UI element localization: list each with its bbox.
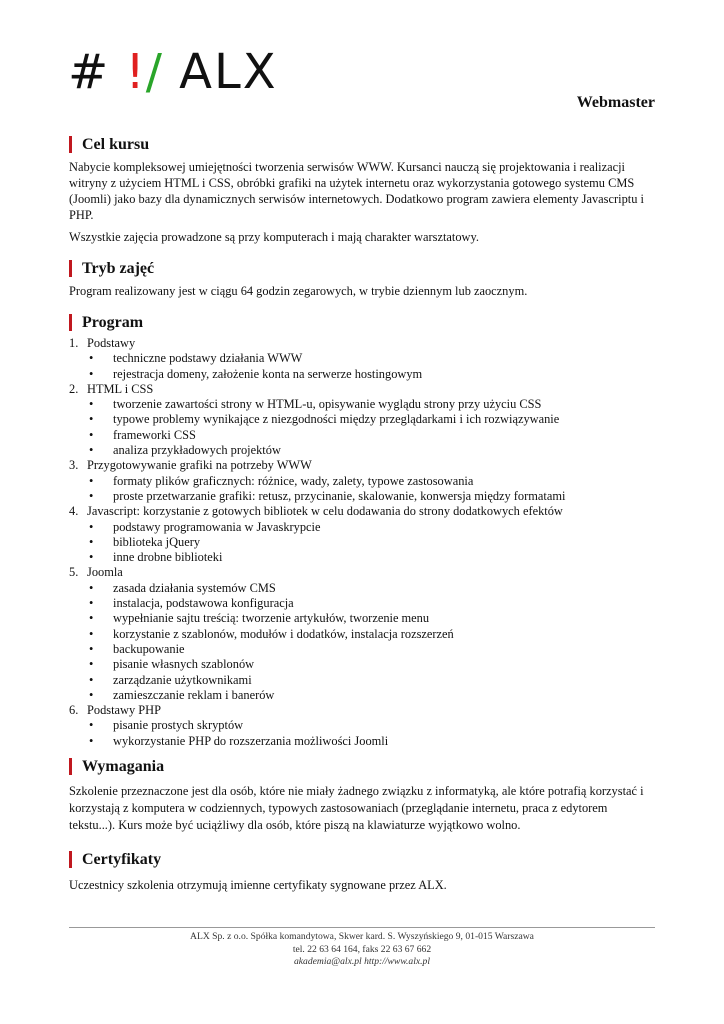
bullet-icon: • — [89, 473, 94, 488]
section-tryb-zajec — [69, 260, 655, 299]
program-subitem — [69, 734, 655, 749]
program-subitem-text: backupowanie — [113, 641, 185, 656]
program-item — [69, 336, 655, 382]
bullet-icon: • — [89, 534, 94, 549]
program-item-title: Podstawy — [87, 336, 136, 350]
section-cel-kursu — [69, 136, 655, 245]
bullet-icon: • — [89, 657, 94, 672]
program-subitem — [69, 428, 655, 443]
program-subitem-text: biblioteka jQuery — [113, 534, 201, 549]
program-item-title: Podstawy PHP — [87, 703, 162, 718]
footer-contact: akademia@alx.pl http://www.alx.pl — [293, 956, 431, 967]
section-wymagania — [69, 758, 655, 834]
program-subitem — [69, 443, 655, 458]
section-program — [69, 314, 655, 749]
bullet-icon: • — [89, 580, 94, 595]
bullet-icon: • — [89, 733, 94, 748]
program-sublist — [69, 351, 655, 382]
program-subitem — [69, 611, 655, 626]
bullet-icon: • — [89, 641, 94, 656]
footer — [69, 927, 655, 969]
alx-logo — [68, 46, 278, 98]
program-subitem — [69, 397, 655, 412]
paragraph: Nabycie kompleksowej umiejętności tworzenia serwisów WWW. Kursanci nauczą się projektowania i realizacji witryny z użyciem HTML i CSS, obróbki grafiki na użytek internetu oraz wykorzystania gotowego systemu CMS (Joomli) jako bazy dla dynamicznych serwisów internetowych. Dodatkowo program zawiera elementy Javascriptu i PHP. — [69, 160, 644, 222]
program-subitem-text: wykorzystanie PHP do rozszerzania możliwości Joomli — [113, 733, 389, 748]
program-sublist — [69, 581, 655, 703]
program-subitem — [69, 673, 655, 688]
program-sublist — [69, 397, 655, 458]
program-subitem — [69, 596, 655, 611]
bullet-icon: • — [89, 596, 94, 611]
paragraph: Wszystkie zajęcia prowadzone są przy komputerach i mają charakter warsztatowy. — [69, 230, 479, 244]
program-subitem-text: zamieszczanie reklam i banerów — [113, 687, 275, 702]
program-item — [69, 703, 655, 749]
bullet-icon: • — [89, 687, 94, 702]
bullet-icon: • — [89, 550, 94, 565]
program-item — [69, 458, 655, 504]
logo-name: ALX — [179, 44, 278, 100]
bullet-icon: • — [89, 611, 94, 626]
program-subitem — [69, 489, 655, 504]
program-subitem-text: pisanie własnych szablonów — [113, 657, 255, 672]
program-subitem-text: inne drobne biblioteki — [113, 550, 223, 565]
program-sublist — [69, 520, 655, 566]
program-subitem — [69, 535, 655, 550]
program-subitem-text: instalacja, podstawowa konfiguracja — [113, 596, 294, 611]
program-sublist — [69, 474, 655, 505]
program-subitem — [69, 581, 655, 596]
program-subitem — [69, 657, 655, 672]
program-subitem — [69, 474, 655, 489]
program-subitem-text: tworzenie zawartości strony w HTML-u, opisywanie wyglądu strony przy użyciu CSS — [113, 397, 542, 412]
bullet-icon: • — [89, 397, 94, 412]
program-subitem — [69, 550, 655, 565]
program-item-number: 1. — [69, 336, 79, 350]
logo-slash: / — [145, 44, 163, 100]
program-subitem — [69, 688, 655, 703]
program-subitem-text: zasada działania systemów CMS — [113, 580, 276, 595]
program-subitem — [69, 520, 655, 535]
program-item-number: 4. — [69, 504, 79, 519]
program-subitem-text: typowe problemy wynikające z niezgodności między przeglądarkami i ich rozwiązywanie — [113, 412, 560, 427]
bullet-icon: • — [89, 366, 94, 381]
program-item-title: Przygotowywanie grafiki na potrzeby WWW — [87, 458, 312, 473]
program-item-number: 3. — [69, 458, 79, 473]
program-subitem — [69, 351, 655, 366]
paragraph: Uczestnicy szkolenia otrzymują imienne certyfikaty sygnowane przez ALX. — [69, 878, 447, 893]
bullet-icon: • — [89, 351, 94, 366]
program-subitem-text: korzystanie z szablonów, modułów i dodatków, instalacja rozszerzeń — [113, 626, 454, 641]
bullet-icon: • — [89, 443, 94, 458]
program-item — [69, 504, 655, 565]
section-heading: Program — [69, 314, 655, 331]
section-heading: Certyfikaty — [69, 851, 655, 868]
program-subitem-text: formaty plików graficznych: różnice, wady, zalety, typowe zastosowania — [113, 473, 474, 488]
section-heading: Wymagania — [69, 758, 655, 775]
logo-hash: # — [68, 44, 110, 100]
program-subitem-text: analiza przykładowych projektów — [113, 443, 281, 458]
bullet-icon: • — [89, 718, 94, 733]
program-subitem-text: wypełnianie sajtu treścią: tworzenie artykułów, tworzenie menu — [113, 611, 430, 626]
section-heading: Tryb zajęć — [69, 260, 655, 277]
program-item-number: 2. — [69, 381, 79, 396]
program-subitem — [69, 642, 655, 657]
program-subitem-text: zarządzanie użytkownikami — [113, 672, 252, 687]
program-sublist — [69, 718, 655, 749]
program-subitem-text: podstawy programowania w Javaskrypcie — [113, 519, 321, 534]
bullet-icon: • — [89, 519, 94, 534]
program-subitem-text: rejestracja domeny, założenie konta na serwerze hostingowym — [113, 366, 423, 381]
program-item-title: Javascript: korzystanie z gotowych bibliotek w celu dodawania do strony dodatkowych efektów — [87, 504, 563, 519]
bullet-icon: • — [89, 427, 94, 442]
bullet-icon: • — [89, 672, 94, 687]
footer-address: ALX Sp. z o.o. Spółka komandytowa, Skwer kard. S. Wyszyńskiego 9, 01-015 Warszawa — [190, 931, 534, 942]
section-heading: Cel kursu — [69, 136, 655, 153]
program-subitem — [69, 627, 655, 642]
paragraph: Szkolenie przeznaczone jest dla osób, które nie miały żadnego związku z informatyką, ale które potrafią korzystać i korzystają z komputera w codziennych, typowych zastosowaniach (przeglądanie internetu, praca z edytorem tekstu...). Kurs może być uciążliwy dla osób, które piszą na klawiaturze wyjątkowo wolno. — [69, 784, 644, 833]
bullet-icon: • — [89, 626, 94, 641]
program-subitem-text: frameworki CSS — [113, 427, 196, 442]
document-content — [69, 136, 655, 908]
logo-bang: ! — [125, 44, 146, 100]
program-subitem-text: pisanie prostych skryptów — [113, 718, 244, 733]
program-item-title: Joomla — [87, 565, 123, 580]
footer-phone: tel. 22 63 64 164, faks 22 63 67 662 — [292, 943, 432, 955]
program-subitem-text: techniczne podstawy działania WWW — [113, 351, 303, 366]
program-list — [69, 336, 655, 749]
section-certyfikaty — [69, 851, 655, 893]
program-item-title: HTML i CSS — [87, 381, 154, 396]
program-item — [69, 382, 655, 458]
bullet-icon: • — [89, 488, 94, 503]
course-title: Webmaster — [576, 94, 655, 111]
program-item-number: 5. — [69, 565, 79, 580]
paragraph: Program realizowany jest w ciągu 64 godzin zegarowych, w trybie dziennym lub zaocznym. — [69, 284, 528, 298]
program-subitem-text: proste przetwarzanie grafiki: retusz, przycinanie, skalowanie, konwersja między formatami — [113, 488, 566, 503]
program-subitem — [69, 367, 655, 382]
bullet-icon: • — [89, 412, 94, 427]
program-subitem — [69, 412, 655, 427]
program-item — [69, 565, 655, 703]
program-item-number: 6. — [69, 703, 79, 718]
program-subitem — [69, 718, 655, 733]
